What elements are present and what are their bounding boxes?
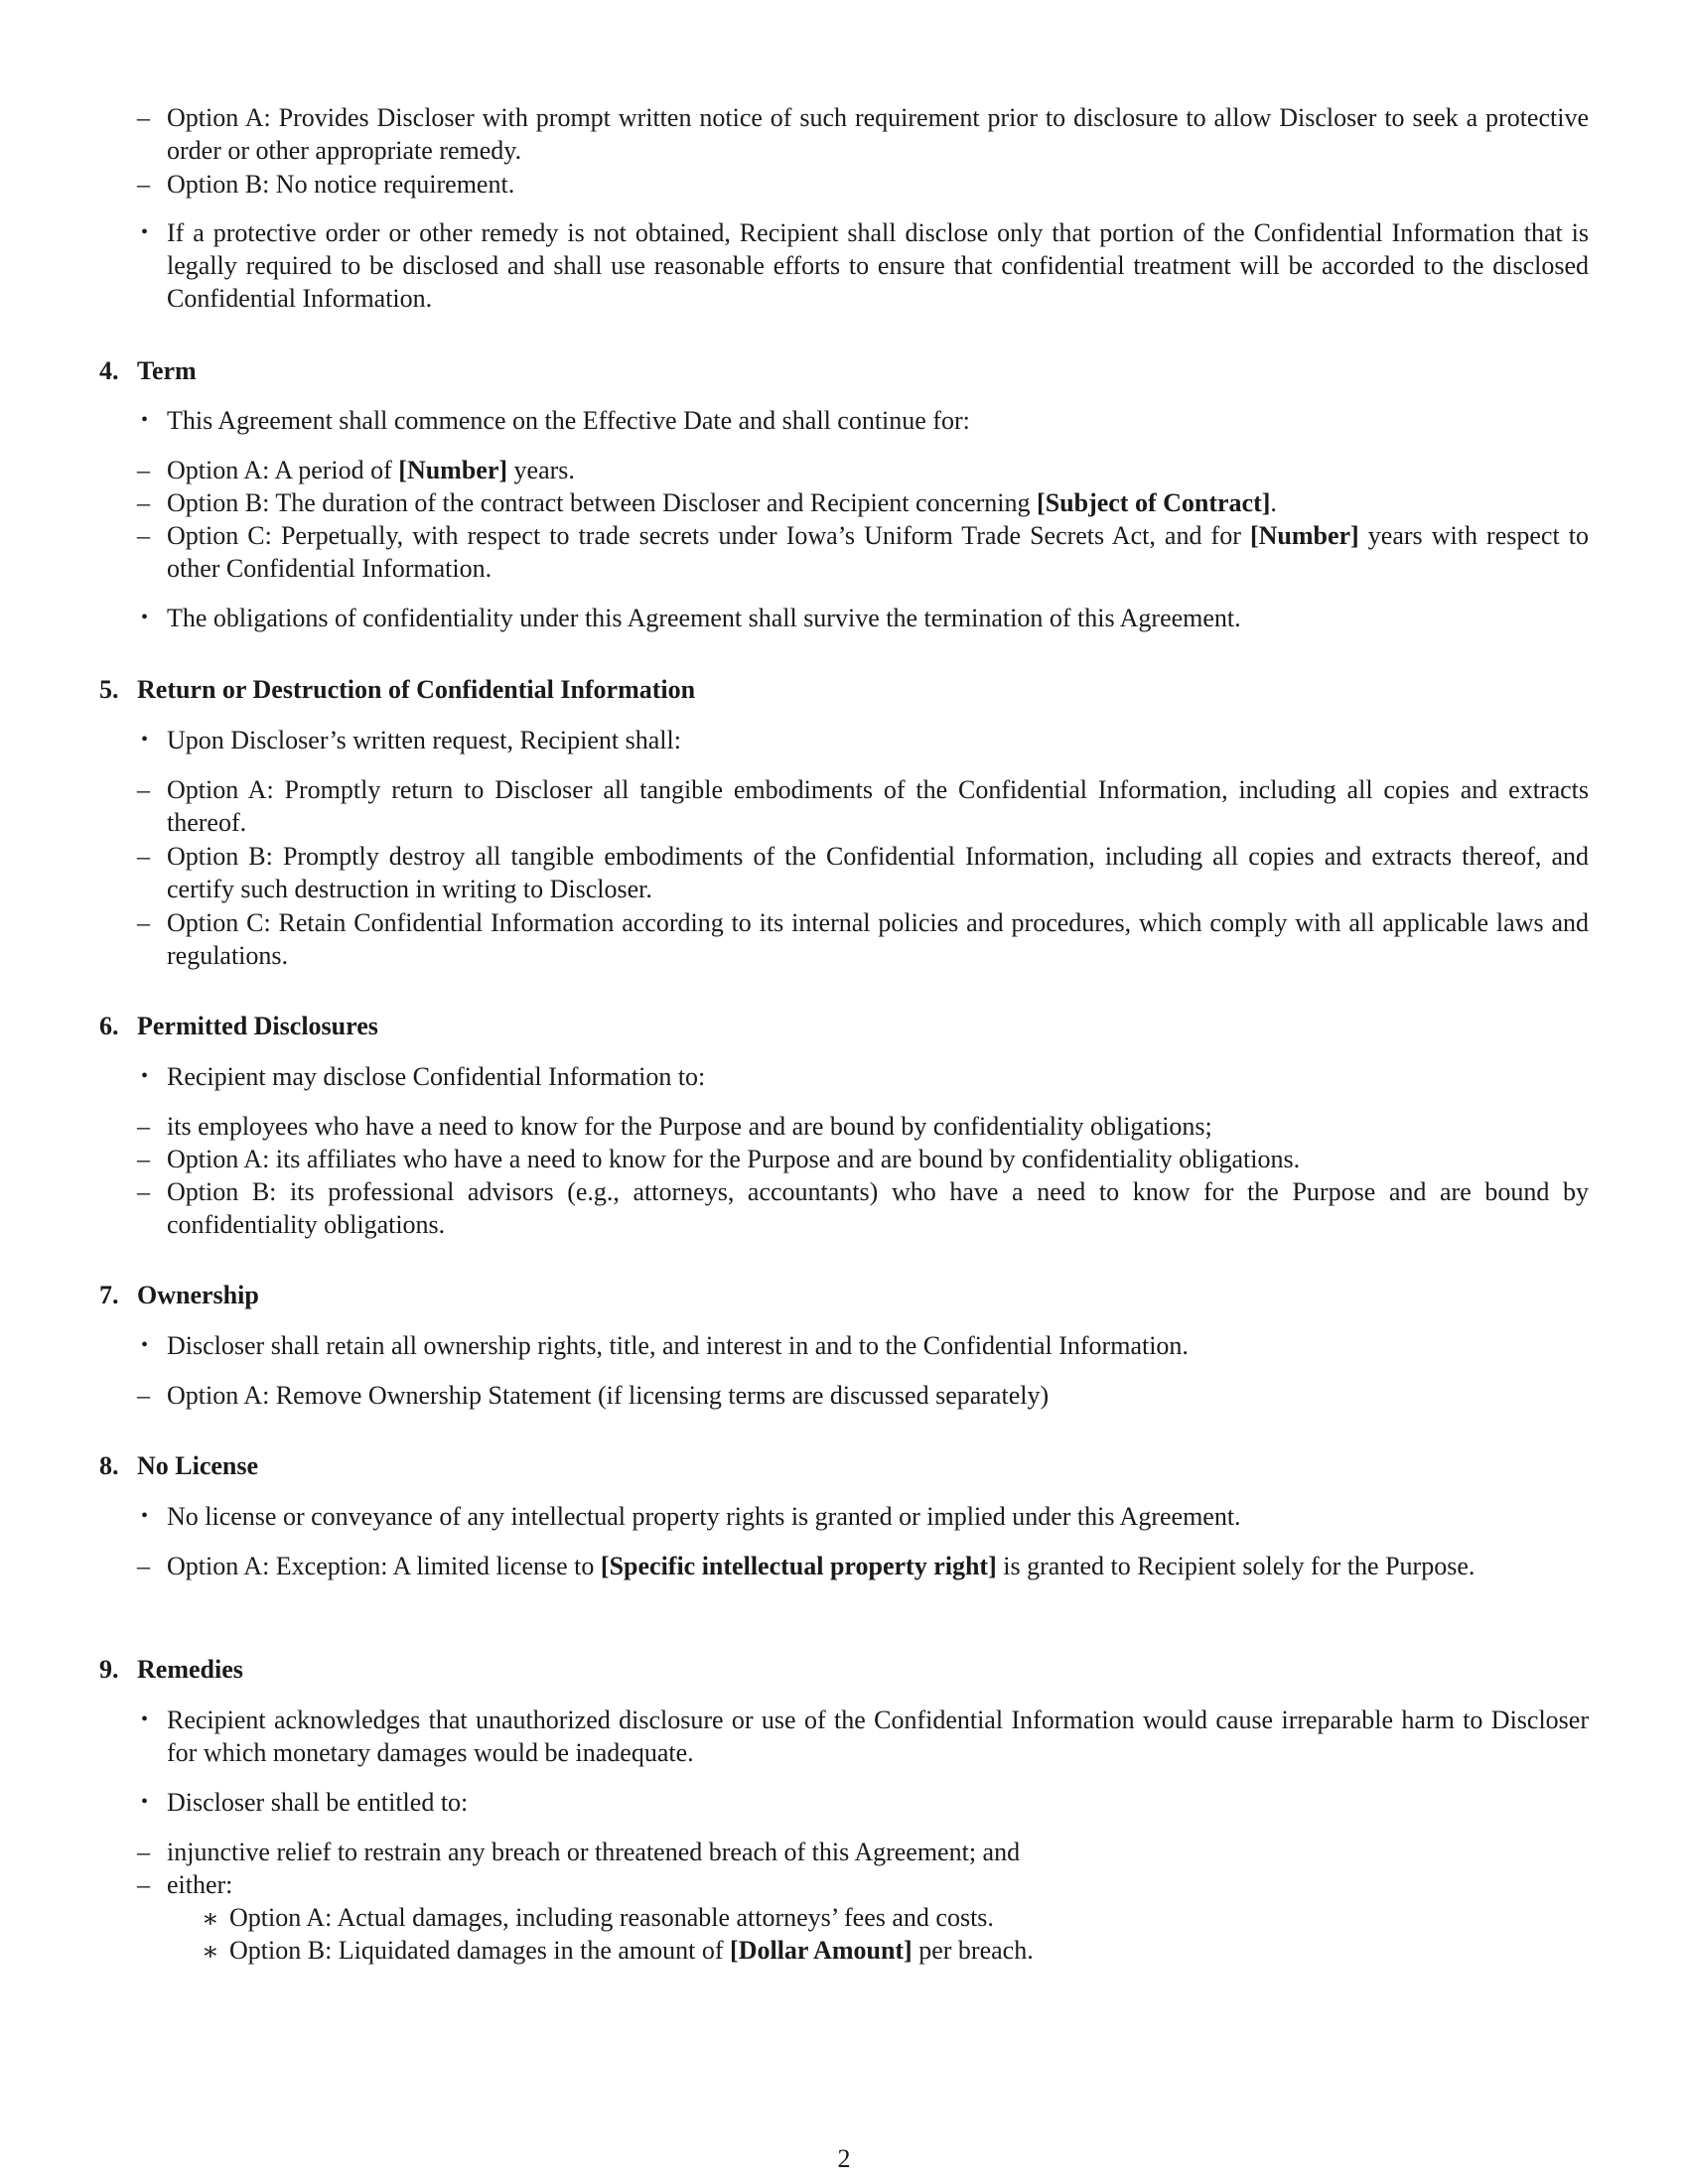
- section-heading: [99, 1449, 258, 1482]
- bullet-marker: •: [141, 1505, 149, 1527]
- section-heading: [99, 673, 695, 706]
- bullet-text: No license or conveyance of any intellectual property rights is granted or implied under this Agreement.: [167, 1502, 1241, 1531]
- bullet-marker: •: [141, 221, 149, 243]
- bullet-marker: •: [141, 1065, 149, 1087]
- section-title: Return or Destruction of Confidential Information: [137, 675, 696, 704]
- option-text: Option B: its professional advisors (e.g., attorneys, accountants) who have a need to know for the Purpose and are bound by confidentiality obligations.: [167, 1177, 1589, 1239]
- bullet-item: [141, 1060, 1589, 1093]
- option-text: Option A: Remove Ownership Statement (if licensing terms are discussed separately): [167, 1381, 1050, 1410]
- sub-option-text: Option A: Actual damages, including reasonable attorneys’ fees and costs.: [229, 1903, 994, 1932]
- option-item: [137, 840, 1589, 905]
- sub-option-text: Option B: Liquidated damages in the amount of: [229, 1936, 731, 1965]
- option-item: [137, 1550, 1589, 1582]
- placeholder-field: [Dollar Amount]: [730, 1936, 913, 1965]
- bullet-text: Discloser shall be entitled to:: [167, 1788, 469, 1817]
- section-number: 9.: [99, 1655, 119, 1684]
- bullet-marker: •: [141, 1708, 149, 1730]
- section-title: No License: [137, 1451, 259, 1480]
- bullet-text: Recipient acknowledges that unauthorized disclosure or use of the Confidential Information would cause irreparable harm to Discloser for which monetary damages would be inadequate.: [167, 1706, 1589, 1767]
- option-text: Option B: No notice requirement.: [167, 170, 515, 199]
- option-text: injunctive relief to restrain any breach or threatened breach of this Agreement; and: [167, 1838, 1021, 1866]
- dash-marker: –: [137, 775, 150, 804]
- placeholder-field: [Specific intellectual property right]: [600, 1552, 997, 1580]
- option-item: [137, 1175, 1589, 1241]
- bullet-marker: •: [141, 607, 149, 628]
- bullet-text: Upon Discloser’s written request, Recipient shall:: [167, 726, 681, 754]
- section-number: 4.: [99, 356, 119, 385]
- dash-marker: –: [137, 1177, 150, 1206]
- asterisk-marker: ∗: [202, 1904, 219, 1933]
- sub-option-item: [202, 1901, 1589, 1934]
- option-item: [137, 1379, 1589, 1412]
- bullet-text: The obligations of confidentiality under this Agreement shall survive the termination of this Agreement.: [167, 604, 1241, 632]
- option-text: Option A: A period of: [167, 456, 399, 484]
- bullet-text: This Agreement shall commence on the Effective Date and shall continue for:: [167, 406, 970, 435]
- sub-option-item: [202, 1934, 1589, 1967]
- page-number: 2: [837, 2144, 851, 2173]
- option-item: [137, 1868, 1589, 1901]
- option-text: Option C: Retain Confidential Information according to its internal policies and procedures, which comply with all applicable laws and regulations.: [167, 908, 1589, 970]
- dash-marker: –: [137, 1838, 150, 1866]
- bullet-item: [141, 404, 1589, 437]
- option-item: [137, 1836, 1589, 1868]
- dash-marker: –: [137, 1381, 150, 1410]
- option-item: [137, 906, 1589, 972]
- section-title: Permitted Disclosures: [137, 1012, 378, 1040]
- dash-marker: –: [137, 1145, 150, 1173]
- asterisk-marker: ∗: [202, 1937, 219, 1966]
- option-text: Option A: Provides Discloser with prompt written notice of such requirement prior to disclosure to allow Discloser to seek a protective order or other appropriate remedy.: [167, 103, 1589, 165]
- option-text: Option A: its affiliates who have a need to know for the Purpose and are bound by confidentiality obligations.: [167, 1145, 1301, 1173]
- section-heading: [99, 1279, 259, 1311]
- section-number: 8.: [99, 1451, 119, 1480]
- section-number: 6.: [99, 1012, 119, 1040]
- section-title: Term: [137, 356, 197, 385]
- option-text: Option A: Exception: A limited license to: [167, 1552, 601, 1580]
- section-number: 5.: [99, 675, 119, 704]
- sub-option-text: per breach.: [912, 1936, 1034, 1965]
- option-text: either:: [167, 1870, 233, 1899]
- bullet-item: [141, 724, 1589, 756]
- dash-marker: –: [137, 103, 150, 132]
- dash-marker: –: [137, 456, 150, 484]
- bullet-text: Recipient may disclose Confidential Information to:: [167, 1062, 706, 1091]
- dash-marker: –: [137, 1112, 150, 1141]
- dash-marker: –: [137, 1552, 150, 1580]
- section-heading: [99, 1010, 378, 1042]
- option-text: Option C: Perpetually, with respect to trade secrets under Iowa’s Uniform Trade Secrets Act, and for: [167, 521, 1250, 550]
- option-text: Option A: Promptly return to Discloser all tangible embodiments of the Confidential Information, including all copies and extracts thereof.: [167, 775, 1589, 837]
- option-text: .: [1270, 488, 1277, 517]
- section-title: Ownership: [137, 1281, 259, 1309]
- bullet-marker: •: [141, 1334, 149, 1356]
- option-item: [137, 1143, 1589, 1175]
- bullet-item: [141, 1500, 1589, 1533]
- dash-marker: –: [137, 170, 150, 199]
- option-item: [137, 101, 1589, 167]
- bullet-item: [141, 1704, 1589, 1769]
- bullet-item: [141, 216, 1589, 315]
- option-item: [137, 486, 1589, 519]
- bullet-marker: •: [141, 409, 149, 431]
- option-item: [137, 519, 1589, 585]
- placeholder-field: [Number]: [1249, 521, 1359, 550]
- dash-marker: –: [137, 521, 150, 550]
- section-title: Remedies: [137, 1655, 243, 1684]
- option-text: years.: [507, 456, 575, 484]
- section-heading: [99, 1653, 243, 1686]
- bullet-item: [141, 1786, 1589, 1819]
- section-number: 7.: [99, 1281, 119, 1309]
- dash-marker: –: [137, 1870, 150, 1899]
- option-text: its employees who have a need to know for the Purpose and are bound by confidentiality obligations;: [167, 1112, 1212, 1141]
- option-text: Option B: The duration of the contract between Discloser and Recipient concerning: [167, 488, 1038, 517]
- bullet-item: [141, 1329, 1589, 1362]
- option-item: [137, 168, 1589, 201]
- placeholder-field: [Subject of Contract]: [1037, 488, 1271, 517]
- option-item: [137, 454, 1589, 486]
- option-item: [137, 773, 1589, 839]
- bullet-text: If a protective order or other remedy is not obtained, Recipient shall disclose only that portion of the Confidential Information that is legally required to be disclosed and shall use reasonable efforts to ensure that confidential treatment will be accorded to the disclosed Confidential Information.: [167, 218, 1589, 313]
- option-text: Option B: Promptly destroy all tangible embodiments of the Confidential Information, including all copies and extracts thereof, and certify such destruction in writing to Discloser.: [167, 842, 1589, 903]
- bullet-marker: •: [141, 729, 149, 751]
- option-text: years with respect to other Confidential Information.: [167, 521, 1589, 583]
- bullet-marker: •: [141, 1791, 149, 1813]
- dash-marker: –: [137, 842, 150, 871]
- dash-marker: –: [137, 488, 150, 517]
- option-item: [137, 1110, 1589, 1143]
- bullet-text: Discloser shall retain all ownership rights, title, and interest in and to the Confidential Information.: [167, 1331, 1189, 1360]
- section-heading: [99, 354, 197, 387]
- bullet-item: [141, 602, 1589, 634]
- dash-marker: –: [137, 908, 150, 937]
- placeholder-field: [Number]: [398, 456, 508, 484]
- option-text: is granted to Recipient solely for the Purpose.: [996, 1552, 1476, 1580]
